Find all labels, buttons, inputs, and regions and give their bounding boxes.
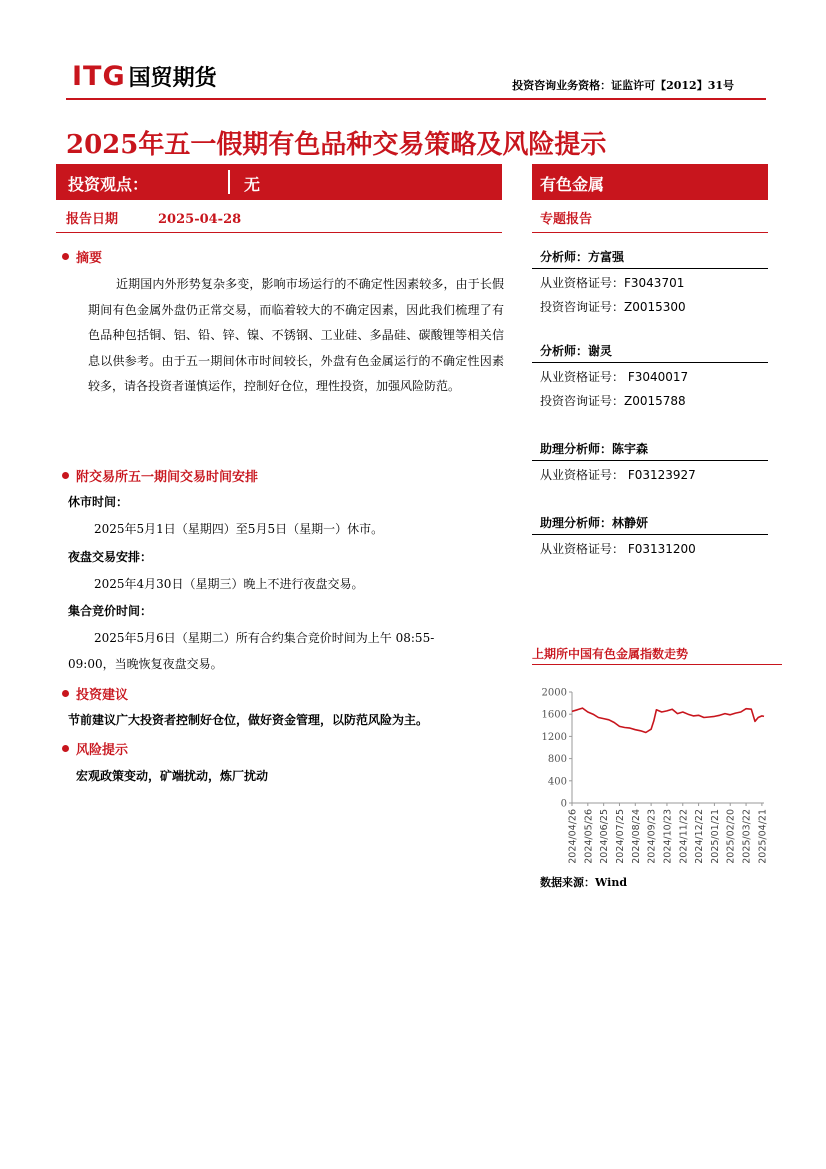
auction-label: 集合竞价时间： xyxy=(68,604,153,618)
risk-heading xyxy=(62,739,128,758)
y-tick-label: 1200 xyxy=(541,731,567,743)
x-tick-label: 2024/10/23 xyxy=(662,809,674,864)
logo xyxy=(72,62,217,90)
bullet-dot-icon xyxy=(62,472,69,479)
auction-text-1: 2025年5月6日（星期二）所有合约集合竞价时间为上午 08:55- xyxy=(94,631,435,645)
bullet-dot-icon xyxy=(62,745,69,752)
x-tick-label: 2024/06/25 xyxy=(599,809,611,864)
x-tick-label: 2025/02/20 xyxy=(725,809,737,864)
report-type-rule xyxy=(532,232,768,233)
sector-bar xyxy=(532,164,768,200)
analyst-1-rule xyxy=(532,268,768,269)
y-tick-label: 0 xyxy=(560,798,567,810)
logo-itg: ITG xyxy=(72,60,126,92)
summary-text: 近期国内外形势复杂多变，影响市场运行的不确定性因素较多，由于长假期间有色金属外盘仍正常交易，而临着较大的不确定因素，因此我们梳理了有色品种包括铜、铝、铅、锌、镍、不锈钢、工业硅、多晶硅、碳酸锂等相关信息以供参考。由于五一期间休市时间较长，外盘有色金属运行的不确定性因素较多，请各投资者谨慎运作，控制好仓位，理性投资，加强风险防范。 xyxy=(88,277,504,393)
summary-heading xyxy=(62,247,102,266)
analyst-3-rule xyxy=(532,460,768,461)
report-type: 专题报告 xyxy=(540,212,593,227)
analyst-4-rule xyxy=(532,534,768,535)
x-tick-label: 2024/07/25 xyxy=(614,809,626,864)
investment-view-value: 无 xyxy=(244,175,261,194)
x-tick-label: 2025/03/22 xyxy=(741,809,753,864)
closure-text: 2025年5月1日（星期四）至5月5日（星期一）休市。 xyxy=(94,522,384,536)
analyst-4-title: 助理分析师：林静妍 xyxy=(540,516,649,530)
chart-title-rule xyxy=(532,664,782,665)
y-tick-label: 1600 xyxy=(541,709,567,721)
risk-heading-text: 风险提示 xyxy=(76,743,129,758)
y-tick-label: 2000 xyxy=(541,687,567,699)
metal-index-line-chart xyxy=(532,668,782,874)
date-rule xyxy=(56,232,502,233)
y-tick-label: 400 xyxy=(547,776,567,788)
advice-heading xyxy=(62,684,128,703)
y-tick-label: 800 xyxy=(547,754,567,766)
x-tick-label: 2024/08/24 xyxy=(630,809,642,864)
x-tick-label: 2025/01/21 xyxy=(709,809,721,864)
x-tick-label: 2024/05/26 xyxy=(583,809,595,864)
bullet-dot-icon xyxy=(62,690,69,697)
analyst-2-title: 分析师：谢灵 xyxy=(540,344,613,358)
analyst-4-line-1: 从业资格证号： F03131200 xyxy=(540,542,696,556)
schedule-heading xyxy=(62,466,258,485)
header-rule xyxy=(66,98,766,100)
auction-text-2: 09:00，当晚恢复夜盘交易。 xyxy=(68,657,223,671)
chart-title: 上期所中国有色金属指数走势 xyxy=(532,647,689,661)
x-tick-label: 2024/04/26 xyxy=(567,809,579,864)
series-line-0 xyxy=(572,708,764,732)
report-date-label: 报告日期 xyxy=(66,212,119,227)
analyst-2-line-1: 从业资格证号： F3040017 xyxy=(540,370,689,384)
report-date-value: 2025-04-28 xyxy=(158,212,242,227)
analyst-3-line-1: 从业资格证号： F03123927 xyxy=(540,468,696,482)
analyst-1-line-2: 投资咨询证号：Z0015300 xyxy=(540,300,686,314)
analyst-2-rule xyxy=(532,362,768,363)
view-separator xyxy=(228,170,230,194)
analyst-3-title: 助理分析师：陈宇森 xyxy=(540,442,649,456)
x-tick-label: 2024/09/23 xyxy=(646,809,658,864)
x-tick-label: 2024/12/22 xyxy=(694,809,706,864)
analyst-2-line-2: 投资咨询证号：Z0015788 xyxy=(540,394,686,408)
advice-heading-text: 投资建议 xyxy=(76,688,129,703)
schedule-heading-text: 附交易所五一期间交易时间安排 xyxy=(76,470,259,485)
closure-label: 休市时间： xyxy=(68,495,129,509)
report-date xyxy=(66,208,241,227)
sector-label: 有色金属 xyxy=(540,175,605,194)
investment-view-label: 投资观点： xyxy=(68,175,149,194)
logo-company-name: 国贸期货 xyxy=(128,65,217,91)
chart-source: 数据来源：Wind xyxy=(540,876,628,889)
report-title: 2025年五一假期有色品种交易策略及风险提示 xyxy=(66,130,607,160)
night-label: 夜盘交易安排： xyxy=(68,550,153,564)
advice-text: 节前建议广大投资者控制好仓位，做好资金管理，以防范风险为主。 xyxy=(68,713,429,727)
x-tick-label: 2025/04/21 xyxy=(757,809,769,864)
x-tick-label: 2024/11/22 xyxy=(678,809,690,864)
analyst-1-line-1: 从业资格证号：F3043701 xyxy=(540,276,685,290)
investment-view-bar xyxy=(56,164,502,200)
bullet-dot-icon xyxy=(62,253,69,260)
risk-text: 宏观政策变动，矿端扰动，炼厂扰动 xyxy=(76,769,269,783)
summary-heading-text: 摘要 xyxy=(76,251,103,266)
analyst-1-title: 分析师：方富强 xyxy=(540,250,625,264)
night-text: 2025年4月30日（星期三）晚上不进行夜盘交易。 xyxy=(94,577,364,591)
license-text: 投资咨询业务资格：证监许可【2012】31号 xyxy=(512,79,734,92)
